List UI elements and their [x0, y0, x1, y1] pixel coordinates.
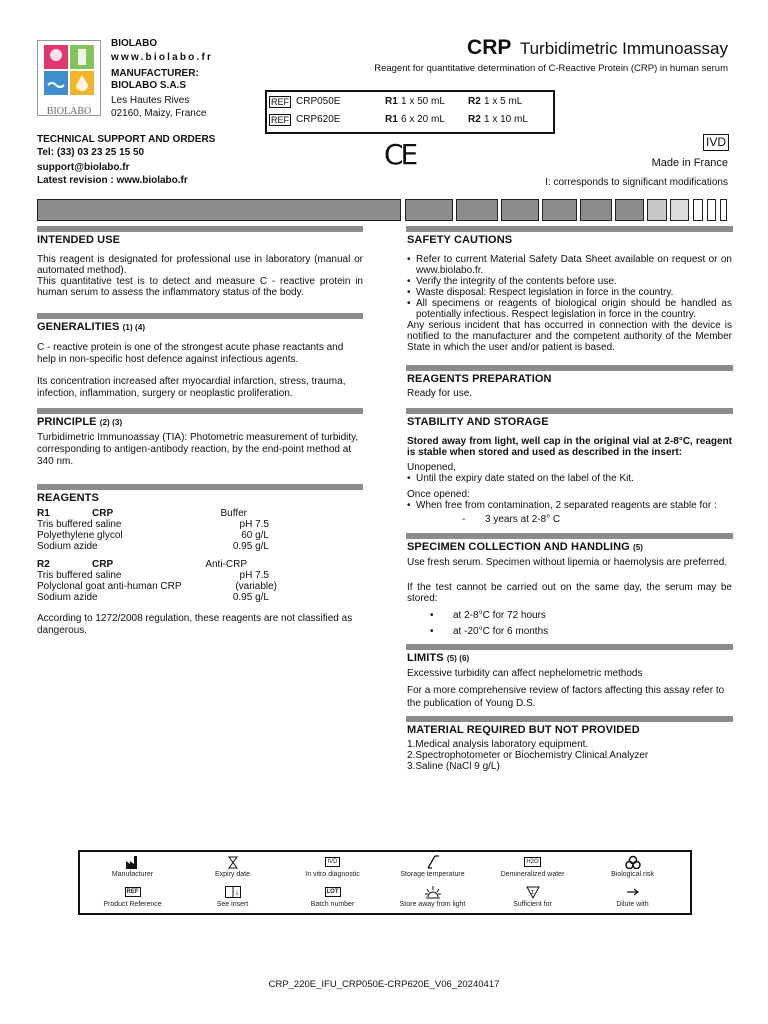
legend-label: In vitro diagnostic: [305, 871, 360, 878]
reagent-value: (variable): [235, 581, 277, 592]
specimen-refs: (5): [632, 543, 644, 552]
reagent-component: Sodium azide: [37, 541, 98, 552]
reagent-component: Tris buffered saline: [37, 519, 122, 530]
svg-text:i: i: [235, 889, 238, 897]
hourglass-icon: [228, 856, 238, 869]
limits-p1: Excessive turbidity can affect nephelometric methods: [407, 668, 643, 679]
list-item: • Verify the integrity of the contents before use.: [407, 276, 732, 287]
support-email[interactable]: support@biolabo.fr: [37, 162, 130, 173]
factory-icon: [126, 856, 140, 869]
stability-opened: Once opened:: [407, 489, 470, 500]
ce-mark: CE: [384, 138, 416, 171]
address-line2: 02160, Maizy, France: [111, 108, 207, 119]
ref-icon: REF: [126, 889, 139, 895]
legend-label: Dilute with: [616, 901, 649, 908]
reagent-row: [37, 541, 277, 552]
list-item: 3.Saline (NaCl 9 g/L): [407, 761, 500, 772]
ref-code: CRP050E: [296, 96, 341, 107]
generalities-title: [37, 321, 145, 333]
r1-volume: 1 x 50 mL: [401, 96, 445, 107]
logo-graphic: [38, 41, 100, 101]
reagent-r2-type: Anti-CRP: [205, 559, 247, 570]
reagent-component: Polyethylene glycol: [37, 530, 123, 541]
list-item: 1.Medical analysis laboratory equipment.: [407, 739, 589, 750]
reagent-r1-name: CRP: [92, 508, 114, 519]
r2-volume: 1 x 5 mL: [484, 96, 523, 107]
specimen-title-text: SPECIMEN COLLECTION AND HANDLING: [407, 541, 630, 553]
generalities-p2: Its concentration increased after myocardial infarction, stress, trauma, infection, inflammation, surgery or neoplastic proliferation.: [37, 376, 346, 399]
limits-refs: (5) (6): [446, 654, 470, 663]
legend-item: [180, 855, 285, 878]
reagent-r2-name: CRP: [92, 559, 114, 570]
preparation-title: REAGENTS PREPARATION: [407, 373, 552, 385]
legend-item: [580, 855, 685, 878]
reagent-value: 0.95 g/L: [232, 592, 269, 603]
stability-unopened-list: [407, 473, 732, 484]
reagent-r2-block: [37, 559, 277, 603]
principle-refs: (2) (3): [99, 418, 123, 427]
list-item: • Refer to current Material Safety Data Sheet available on request or on www.biolabo.fr.: [407, 254, 732, 276]
list-item: • All specimens or reagents of biological origin should be handled as potentially infectious. Respect legislation in force in the country.: [407, 298, 732, 320]
safety-title: SAFETY CAUTIONS: [407, 234, 513, 246]
section-divider: [406, 365, 733, 371]
section-divider: [406, 533, 733, 539]
latest-revision: Latest revision : www.biolabo.fr: [37, 175, 188, 186]
legend-item: [480, 885, 585, 908]
generalities-refs: (1) (4): [122, 323, 146, 332]
reagent-row: [37, 530, 277, 541]
address-line1: Les Hautes Rives: [111, 95, 190, 106]
modification-note: I: corresponds to significant modifications: [545, 177, 728, 188]
list-item: 2.Spectrophotometer or Biochemistry Clinical Analyzer: [407, 750, 649, 761]
limits-title-text: LIMITS: [407, 652, 444, 664]
sigma-icon: [526, 886, 540, 899]
legend-item: [280, 855, 385, 878]
stability-duration: 3 years at 2-8° C: [485, 514, 561, 525]
reagent-component: Polyclonal goat anti-human CRP: [37, 581, 182, 592]
legend-label: Batch number: [310, 901, 355, 908]
r1-volume: 6 x 20 mL: [401, 114, 445, 125]
biolabo-logo: [37, 40, 101, 116]
safety-list: [407, 254, 732, 320]
arrow-icon: [626, 888, 640, 896]
section-divider: [37, 484, 363, 490]
company-name: BIOLABO: [111, 38, 158, 49]
section-divider: [406, 226, 733, 232]
list-item: • When free from contamination, 2 separated reagents are stable for :: [407, 500, 732, 511]
ref-symbol: REF: [271, 115, 289, 125]
h2o-icon: H2O: [526, 859, 539, 865]
ref-code: CRP620E: [296, 114, 341, 125]
r2-label: R2: [468, 96, 481, 107]
manufacturer-name: BIOLABO S.A.S: [111, 80, 187, 91]
r2-volume: 1 x 10 mL: [484, 114, 528, 125]
reagent-value: 60 g/L: [241, 530, 269, 541]
lot-icon: LOT: [326, 889, 339, 895]
section-divider: [37, 313, 363, 319]
support-title: TECHNICAL SUPPORT AND ORDERS: [37, 134, 216, 145]
section-divider: [37, 408, 363, 414]
made-in-france: Made in France: [651, 157, 728, 169]
preparation-text: Ready for use.: [407, 388, 473, 399]
legend-label: Expiry date: [214, 871, 251, 878]
legend-label: Manufacturer: [111, 871, 154, 878]
reagents-title: REAGENTS: [37, 492, 99, 504]
generalities-title-text: GENERALITIES: [37, 321, 120, 333]
reagent-row: [37, 581, 277, 592]
ivd-badge: IVD: [703, 134, 729, 151]
reagent-r1-label: R1: [37, 508, 50, 519]
principle-text: Turbidimetric Immunoassay (TIA): Photometric measurement of turbidity, corresponding to antigen-antibody reaction, by the end-point method at 340 nm.: [37, 432, 359, 467]
principle-title: [37, 416, 122, 428]
biohazard-icon: [625, 855, 641, 869]
legend-item: [280, 885, 385, 908]
r1-label: R1: [385, 96, 398, 107]
section-index-strip: [37, 199, 733, 221]
specimen-p1: Use fresh serum. Specimen without lipemia or haemolysis are preferred.: [407, 557, 728, 568]
legend-label: Demineralized water: [500, 871, 565, 878]
legend-label: Sufficient for: [513, 901, 552, 908]
legend-item: [480, 855, 585, 878]
legend-label: Store away from light: [399, 901, 466, 908]
reagent-row: [37, 592, 277, 603]
reagent-r2-label: R2: [37, 559, 50, 570]
legend-item: [380, 885, 485, 908]
ivd-icon: IVD: [327, 859, 338, 865]
safety-incident: Any serious incident that has occurred in connection with the device is notified to the manufacturer and the competent authority of the Member State in which the user and/or patient is based.: [407, 320, 732, 353]
stability-bold: Stored away from light, well cap in the original vial at 2-8°C, reagent is stable when stored and used as described in the insert:: [407, 436, 732, 458]
support-tel: Tel: (33) 03 23 25 15 50: [37, 147, 145, 158]
list-item: • Until the expiry date stated on the label of the Kit.: [407, 473, 732, 484]
list-item: • at -20°C for 6 months: [430, 624, 730, 640]
stability-title: STABILITY AND STORAGE: [407, 416, 549, 428]
legend-label: Product Reference: [103, 901, 162, 908]
section-divider: [406, 716, 733, 722]
legend-item: [80, 885, 185, 908]
stability-opened-list: [407, 500, 732, 511]
product-heading: [467, 36, 728, 60]
r2-label: R2: [468, 114, 481, 125]
company-website[interactable]: www.biolabo.fr: [111, 52, 214, 63]
manufacturer-label: MANUFACTURER:: [111, 68, 199, 79]
legend-item: [80, 855, 185, 878]
stability-unopened: Unopened,: [407, 462, 456, 473]
sun-icon: [424, 885, 442, 899]
r1-label: R1: [385, 114, 398, 125]
list-item: • Waste disposal: Respect legislation in force in the country.: [407, 287, 732, 298]
reagent-component: Tris buffered saline: [37, 570, 122, 581]
product-subtitle: Reagent for quantitative determination of C-Reactive Protein (CRP) in human serum: [374, 63, 728, 74]
document-code: CRP_220E_IFU_CRP050E-CRP620E_V06_20240417: [268, 979, 500, 990]
legend-item: [180, 885, 285, 908]
reagent-value: pH 7.5: [239, 519, 269, 530]
safety-text: [407, 254, 732, 353]
section-divider: [406, 408, 733, 414]
reagent-row: [37, 570, 277, 581]
product-name: Turbidimetric Immunoassay: [519, 39, 728, 58]
reference-table: [265, 90, 555, 134]
material-title: MATERIAL REQUIRED BUT NOT PROVIDED: [407, 724, 640, 736]
reagent-row: [37, 519, 277, 530]
list-item: • at 2-8°C for 72 hours: [430, 608, 730, 624]
legend-item: [580, 885, 685, 908]
intended-use-p2: This quantitative test is to detect and measure C - reactive protein in human serum to assess the inflammatory status of the body.: [37, 276, 363, 298]
limits-title: [407, 652, 469, 664]
generalities-p1: C - reactive protein is one of the strongest acute phase reactants and help in non-specific host defence against infectious agents.: [37, 342, 344, 365]
reagents-note: According to 1272/2008 regulation, these reagents are not classified as dangerous.: [37, 613, 353, 636]
legend-item: [380, 855, 485, 878]
intended-use-title: INTENDED USE: [37, 234, 121, 246]
reagent-r1-block: [37, 508, 277, 552]
section-divider: [37, 226, 363, 232]
ref-symbol: REF: [271, 97, 289, 107]
symbol-legend: [78, 850, 692, 915]
logo-caption: BIOLABO: [46, 106, 92, 117]
legend-label: See insert: [216, 901, 249, 908]
reagent-value: 0.95 g/L: [232, 541, 269, 552]
reagent-component: Sodium azide: [37, 592, 98, 603]
principle-title-text: PRINCIPLE: [37, 416, 97, 428]
legend-label: Storage temperature: [400, 871, 465, 878]
material-list: [407, 739, 732, 772]
section-divider: [406, 644, 733, 650]
svg-text:Σ: Σ: [530, 889, 534, 896]
book-icon: [225, 886, 241, 898]
specimen-title: [407, 541, 643, 553]
thermometer-icon: [426, 855, 440, 869]
reagent-value: pH 7.5: [239, 570, 269, 581]
stability-dash: -: [462, 514, 466, 525]
specimen-list: [430, 608, 730, 640]
limits-p2: For a more comprehensive review of factors affecting this assay refer to the publication of Young D.S.: [407, 685, 725, 709]
reagent-r1-type: Buffer: [220, 508, 247, 519]
specimen-p2: If the test cannot be carried out on the same day, the serum may be stored:: [407, 582, 732, 604]
intended-use-text: [37, 254, 363, 298]
intended-use-p1: This reagent is designated for professional use in laboratory (manual or automated method).: [37, 254, 363, 276]
product-code: CRP: [467, 36, 512, 59]
legend-label: Biological risk: [611, 871, 654, 878]
